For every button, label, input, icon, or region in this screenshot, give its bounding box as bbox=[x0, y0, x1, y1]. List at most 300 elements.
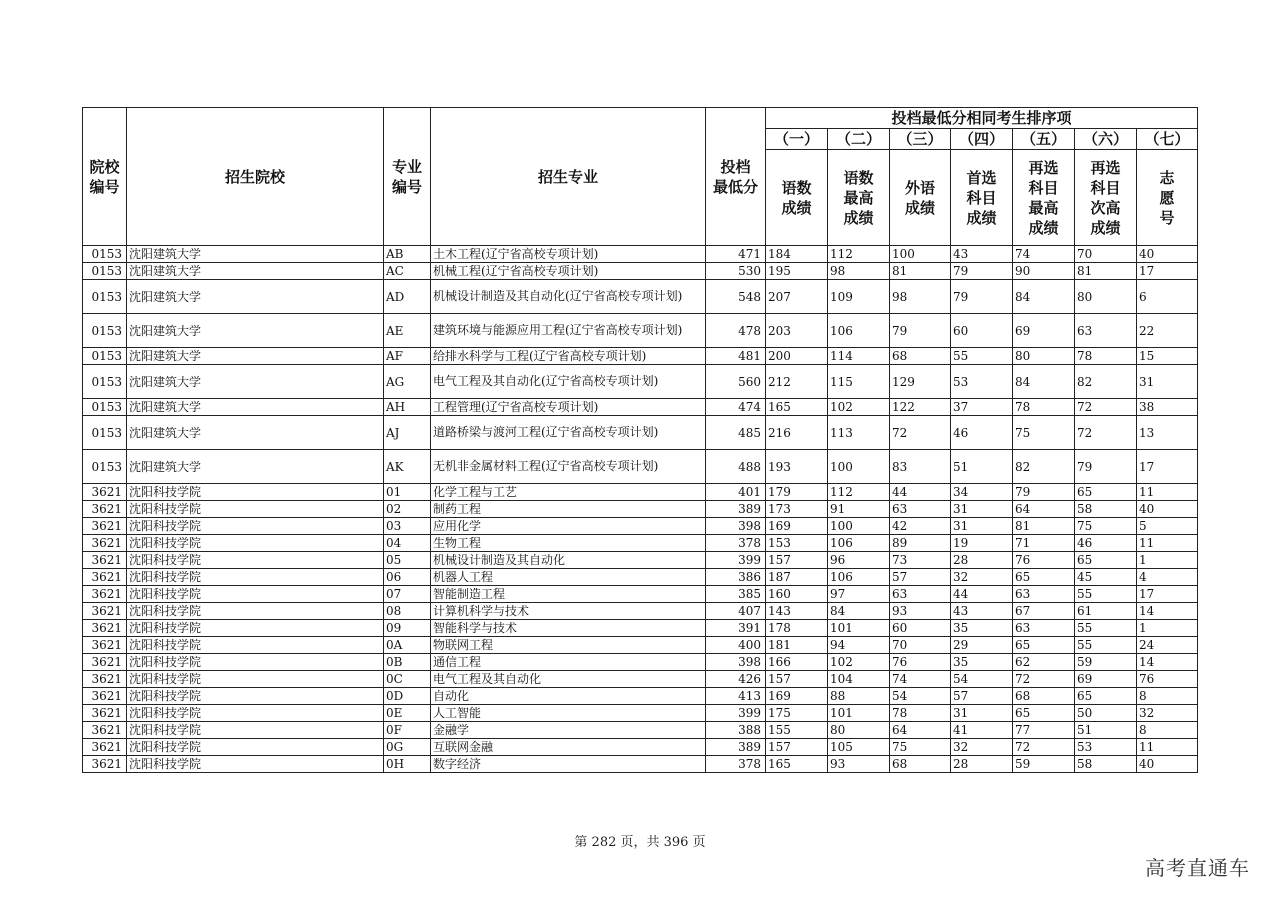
cell-score-7: 17 bbox=[1137, 450, 1198, 484]
table-row bbox=[83, 314, 1198, 348]
cell-score-4: 79 bbox=[951, 280, 1013, 314]
cell-score-3: 44 bbox=[890, 484, 951, 501]
cell-major-code: 0H bbox=[384, 756, 431, 773]
cell-school-code: 0153 bbox=[83, 348, 127, 365]
cell-major-code: 02 bbox=[384, 501, 431, 518]
cell-major-code: AC bbox=[384, 263, 431, 280]
cell-min-score: 399 bbox=[706, 705, 766, 722]
cell-school-name: 沈阳科技学院 bbox=[127, 603, 384, 620]
cell-school-code: 3621 bbox=[83, 518, 127, 535]
cell-score-3: 68 bbox=[890, 348, 951, 365]
cell-school-name: 沈阳科技学院 bbox=[127, 637, 384, 654]
cell-school-name: 沈阳科技学院 bbox=[127, 569, 384, 586]
cell-major-name: 化学工程与工艺 bbox=[431, 484, 706, 501]
cell-major-code: 0E bbox=[384, 705, 431, 722]
cell-score-4: 35 bbox=[951, 620, 1013, 637]
cell-major-code: 06 bbox=[384, 569, 431, 586]
header-major-code: 专业 编号 bbox=[384, 108, 431, 246]
cell-major-name: 应用化学 bbox=[431, 518, 706, 535]
table-row bbox=[83, 450, 1198, 484]
cell-score-2: 106 bbox=[828, 314, 890, 348]
table-row bbox=[83, 688, 1198, 705]
cell-score-7: 11 bbox=[1137, 535, 1198, 552]
cell-score-6: 61 bbox=[1075, 603, 1137, 620]
cell-school-code: 3621 bbox=[83, 739, 127, 756]
cell-major-name: 通信工程 bbox=[431, 654, 706, 671]
cell-major-name: 电气工程及其自动化(辽宁省高校专项计划) bbox=[431, 365, 706, 399]
cell-min-score: 426 bbox=[706, 671, 766, 688]
cell-score-3: 63 bbox=[890, 586, 951, 603]
cell-score-1: 179 bbox=[766, 484, 828, 501]
cell-score-3: 73 bbox=[890, 552, 951, 569]
cell-score-5: 84 bbox=[1013, 365, 1075, 399]
cell-major-code: 07 bbox=[384, 586, 431, 603]
cell-score-6: 65 bbox=[1075, 552, 1137, 569]
cell-score-2: 97 bbox=[828, 586, 890, 603]
cell-major-name: 制药工程 bbox=[431, 501, 706, 518]
cell-major-name: 人工智能 bbox=[431, 705, 706, 722]
cell-school-name: 沈阳科技学院 bbox=[127, 620, 384, 637]
cell-score-5: 65 bbox=[1013, 637, 1075, 654]
cell-score-7: 4 bbox=[1137, 569, 1198, 586]
cell-score-2: 105 bbox=[828, 739, 890, 756]
cell-major-code: AG bbox=[384, 365, 431, 399]
cell-school-name: 沈阳科技学院 bbox=[127, 739, 384, 756]
cell-score-1: 153 bbox=[766, 535, 828, 552]
table-row bbox=[83, 603, 1198, 620]
cell-score-3: 129 bbox=[890, 365, 951, 399]
cell-score-1: 160 bbox=[766, 586, 828, 603]
cell-score-3: 93 bbox=[890, 603, 951, 620]
cell-school-code: 0153 bbox=[83, 263, 127, 280]
cell-score-5: 59 bbox=[1013, 756, 1075, 773]
cell-score-2: 112 bbox=[828, 484, 890, 501]
cell-score-4: 28 bbox=[951, 552, 1013, 569]
cell-score-4: 29 bbox=[951, 637, 1013, 654]
cell-min-score: 478 bbox=[706, 314, 766, 348]
cell-school-name: 沈阳建筑大学 bbox=[127, 416, 384, 450]
cell-score-3: 76 bbox=[890, 654, 951, 671]
cell-score-6: 65 bbox=[1075, 688, 1137, 705]
cell-min-score: 388 bbox=[706, 722, 766, 739]
table-row bbox=[83, 263, 1198, 280]
cell-min-score: 413 bbox=[706, 688, 766, 705]
cell-score-3: 98 bbox=[890, 280, 951, 314]
cell-score-2: 104 bbox=[828, 671, 890, 688]
cell-school-code: 0153 bbox=[83, 365, 127, 399]
table-row bbox=[83, 637, 1198, 654]
cell-score-4: 51 bbox=[951, 450, 1013, 484]
header-rank-label: 语数 最高 成绩 bbox=[828, 150, 890, 246]
cell-score-1: 184 bbox=[766, 246, 828, 263]
cell-score-6: 69 bbox=[1075, 671, 1137, 688]
cell-score-7: 6 bbox=[1137, 280, 1198, 314]
cell-school-code: 3621 bbox=[83, 620, 127, 637]
cell-school-code: 0153 bbox=[83, 246, 127, 263]
cell-score-4: 32 bbox=[951, 569, 1013, 586]
cell-major-code: AF bbox=[384, 348, 431, 365]
cell-major-code: 05 bbox=[384, 552, 431, 569]
cell-score-7: 8 bbox=[1137, 688, 1198, 705]
cell-score-1: 181 bbox=[766, 637, 828, 654]
cell-major-name: 机械工程(辽宁省高校专项计划) bbox=[431, 263, 706, 280]
cell-major-name: 工程管理(辽宁省高校专项计划) bbox=[431, 399, 706, 416]
cell-major-name: 数字经济 bbox=[431, 756, 706, 773]
cell-score-7: 17 bbox=[1137, 586, 1198, 603]
cell-school-name: 沈阳建筑大学 bbox=[127, 314, 384, 348]
cell-score-4: 55 bbox=[951, 348, 1013, 365]
cell-score-7: 14 bbox=[1137, 603, 1198, 620]
header-rank-number: （六） bbox=[1075, 129, 1137, 150]
cell-major-code: 09 bbox=[384, 620, 431, 637]
cell-score-5: 76 bbox=[1013, 552, 1075, 569]
cell-score-5: 67 bbox=[1013, 603, 1075, 620]
cell-score-6: 75 bbox=[1075, 518, 1137, 535]
cell-score-3: 74 bbox=[890, 671, 951, 688]
cell-score-1: 178 bbox=[766, 620, 828, 637]
cell-major-name: 计算机科学与技术 bbox=[431, 603, 706, 620]
cell-score-7: 14 bbox=[1137, 654, 1198, 671]
table-row bbox=[83, 569, 1198, 586]
table-row bbox=[83, 552, 1198, 569]
cell-min-score: 389 bbox=[706, 501, 766, 518]
cell-score-4: 35 bbox=[951, 654, 1013, 671]
cell-major-name: 智能科学与技术 bbox=[431, 620, 706, 637]
cell-score-7: 24 bbox=[1137, 637, 1198, 654]
cell-school-code: 0153 bbox=[83, 314, 127, 348]
cell-min-score: 398 bbox=[706, 654, 766, 671]
cell-score-1: 193 bbox=[766, 450, 828, 484]
cell-major-code: 03 bbox=[384, 518, 431, 535]
cell-score-6: 72 bbox=[1075, 399, 1137, 416]
table-row bbox=[83, 705, 1198, 722]
cell-score-5: 65 bbox=[1013, 569, 1075, 586]
cell-major-code: AB bbox=[384, 246, 431, 263]
cell-score-4: 46 bbox=[951, 416, 1013, 450]
cell-major-code: 0G bbox=[384, 739, 431, 756]
cell-score-1: 157 bbox=[766, 552, 828, 569]
cell-score-3: 83 bbox=[890, 450, 951, 484]
cell-score-6: 63 bbox=[1075, 314, 1137, 348]
cell-score-7: 40 bbox=[1137, 756, 1198, 773]
cell-school-code: 3621 bbox=[83, 671, 127, 688]
cell-major-code: 0B bbox=[384, 654, 431, 671]
header-tiebreak-group: 投档最低分相同考生排序项 bbox=[766, 108, 1198, 129]
cell-score-7: 31 bbox=[1137, 365, 1198, 399]
cell-score-2: 91 bbox=[828, 501, 890, 518]
cell-major-name: 电气工程及其自动化 bbox=[431, 671, 706, 688]
cell-score-5: 72 bbox=[1013, 671, 1075, 688]
cell-major-name: 机械设计制造及其自动化 bbox=[431, 552, 706, 569]
cell-score-2: 101 bbox=[828, 620, 890, 637]
cell-min-score: 386 bbox=[706, 569, 766, 586]
cell-score-6: 58 bbox=[1075, 501, 1137, 518]
cell-score-3: 89 bbox=[890, 535, 951, 552]
cell-score-1: 143 bbox=[766, 603, 828, 620]
cell-major-name: 自动化 bbox=[431, 688, 706, 705]
header-rank-number: （四） bbox=[951, 129, 1013, 150]
cell-score-2: 102 bbox=[828, 654, 890, 671]
cell-school-code: 3621 bbox=[83, 569, 127, 586]
cell-score-5: 77 bbox=[1013, 722, 1075, 739]
cell-major-code: 01 bbox=[384, 484, 431, 501]
cell-major-code: AK bbox=[384, 450, 431, 484]
admission-score-table bbox=[82, 107, 1198, 773]
cell-score-2: 113 bbox=[828, 416, 890, 450]
cell-score-5: 78 bbox=[1013, 399, 1075, 416]
cell-score-1: 195 bbox=[766, 263, 828, 280]
cell-score-6: 72 bbox=[1075, 416, 1137, 450]
cell-major-name: 建筑环境与能源应用工程(辽宁省高校专项计划) bbox=[431, 314, 706, 348]
cell-score-5: 62 bbox=[1013, 654, 1075, 671]
cell-score-4: 79 bbox=[951, 263, 1013, 280]
cell-score-1: 165 bbox=[766, 756, 828, 773]
table-row bbox=[83, 654, 1198, 671]
table-row bbox=[83, 671, 1198, 688]
table-row bbox=[83, 246, 1198, 263]
cell-min-score: 485 bbox=[706, 416, 766, 450]
cell-major-code: 0F bbox=[384, 722, 431, 739]
cell-major-name: 机器人工程 bbox=[431, 569, 706, 586]
table-row bbox=[83, 518, 1198, 535]
cell-major-name: 土木工程(辽宁省高校专项计划) bbox=[431, 246, 706, 263]
cell-score-6: 82 bbox=[1075, 365, 1137, 399]
cell-score-7: 22 bbox=[1137, 314, 1198, 348]
cell-score-5: 80 bbox=[1013, 348, 1075, 365]
cell-school-name: 沈阳科技学院 bbox=[127, 671, 384, 688]
cell-score-7: 40 bbox=[1137, 501, 1198, 518]
cell-score-4: 31 bbox=[951, 518, 1013, 535]
cell-score-4: 34 bbox=[951, 484, 1013, 501]
cell-score-7: 8 bbox=[1137, 722, 1198, 739]
cell-school-code: 3621 bbox=[83, 637, 127, 654]
cell-score-5: 72 bbox=[1013, 739, 1075, 756]
cell-major-code: AJ bbox=[384, 416, 431, 450]
cell-score-5: 71 bbox=[1013, 535, 1075, 552]
cell-min-score: 399 bbox=[706, 552, 766, 569]
cell-score-2: 100 bbox=[828, 518, 890, 535]
cell-major-name: 生物工程 bbox=[431, 535, 706, 552]
cell-score-4: 31 bbox=[951, 501, 1013, 518]
cell-score-6: 53 bbox=[1075, 739, 1137, 756]
cell-score-6: 55 bbox=[1075, 637, 1137, 654]
cell-school-name: 沈阳科技学院 bbox=[127, 518, 384, 535]
cell-score-1: 165 bbox=[766, 399, 828, 416]
cell-major-code: 04 bbox=[384, 535, 431, 552]
cell-score-4: 19 bbox=[951, 535, 1013, 552]
cell-school-code: 3621 bbox=[83, 552, 127, 569]
cell-min-score: 407 bbox=[706, 603, 766, 620]
cell-school-name: 沈阳科技学院 bbox=[127, 722, 384, 739]
cell-major-code: 0C bbox=[384, 671, 431, 688]
cell-score-4: 32 bbox=[951, 739, 1013, 756]
cell-score-2: 102 bbox=[828, 399, 890, 416]
cell-score-6: 45 bbox=[1075, 569, 1137, 586]
cell-min-score: 385 bbox=[706, 586, 766, 603]
cell-major-name: 互联网金融 bbox=[431, 739, 706, 756]
cell-school-name: 沈阳科技学院 bbox=[127, 535, 384, 552]
header-rank-label: 志 愿 号 bbox=[1137, 150, 1198, 246]
header-rank-label: 外语 成绩 bbox=[890, 150, 951, 246]
cell-score-7: 76 bbox=[1137, 671, 1198, 688]
cell-score-3: 68 bbox=[890, 756, 951, 773]
cell-score-2: 115 bbox=[828, 365, 890, 399]
cell-score-2: 94 bbox=[828, 637, 890, 654]
cell-score-6: 51 bbox=[1075, 722, 1137, 739]
cell-score-4: 37 bbox=[951, 399, 1013, 416]
cell-score-3: 54 bbox=[890, 688, 951, 705]
header-rank-label: 首选 科目 成绩 bbox=[951, 150, 1013, 246]
cell-score-4: 28 bbox=[951, 756, 1013, 773]
cell-score-2: 109 bbox=[828, 280, 890, 314]
cell-school-code: 3621 bbox=[83, 586, 127, 603]
cell-score-6: 59 bbox=[1075, 654, 1137, 671]
cell-score-3: 72 bbox=[890, 416, 951, 450]
cell-school-code: 3621 bbox=[83, 722, 127, 739]
cell-score-4: 54 bbox=[951, 671, 1013, 688]
cell-score-1: 175 bbox=[766, 705, 828, 722]
cell-min-score: 389 bbox=[706, 739, 766, 756]
cell-score-5: 74 bbox=[1013, 246, 1075, 263]
table-row bbox=[83, 416, 1198, 450]
cell-major-name: 物联网工程 bbox=[431, 637, 706, 654]
cell-score-2: 88 bbox=[828, 688, 890, 705]
cell-score-5: 79 bbox=[1013, 484, 1075, 501]
cell-score-7: 11 bbox=[1137, 484, 1198, 501]
cell-school-name: 沈阳建筑大学 bbox=[127, 399, 384, 416]
watermark: 高考直通车 bbox=[1145, 856, 1250, 880]
table-row bbox=[83, 586, 1198, 603]
cell-score-3: 63 bbox=[890, 501, 951, 518]
cell-score-6: 55 bbox=[1075, 586, 1137, 603]
header-rank-number: （五） bbox=[1013, 129, 1075, 150]
cell-school-code: 3621 bbox=[83, 705, 127, 722]
cell-score-1: 157 bbox=[766, 739, 828, 756]
cell-score-4: 60 bbox=[951, 314, 1013, 348]
cell-score-1: 157 bbox=[766, 671, 828, 688]
cell-score-1: 173 bbox=[766, 501, 828, 518]
cell-score-6: 58 bbox=[1075, 756, 1137, 773]
cell-score-4: 57 bbox=[951, 688, 1013, 705]
cell-score-3: 42 bbox=[890, 518, 951, 535]
cell-major-code: AH bbox=[384, 399, 431, 416]
cell-min-score: 560 bbox=[706, 365, 766, 399]
cell-score-6: 50 bbox=[1075, 705, 1137, 722]
cell-score-4: 43 bbox=[951, 246, 1013, 263]
cell-school-code: 3621 bbox=[83, 501, 127, 518]
cell-score-7: 15 bbox=[1137, 348, 1198, 365]
cell-score-4: 41 bbox=[951, 722, 1013, 739]
cell-school-code: 0153 bbox=[83, 280, 127, 314]
table-row bbox=[83, 535, 1198, 552]
cell-score-6: 70 bbox=[1075, 246, 1137, 263]
cell-min-score: 378 bbox=[706, 756, 766, 773]
header-rank-number: （七） bbox=[1137, 129, 1198, 150]
cell-score-5: 75 bbox=[1013, 416, 1075, 450]
table-row bbox=[83, 484, 1198, 501]
cell-min-score: 474 bbox=[706, 399, 766, 416]
cell-min-score: 530 bbox=[706, 263, 766, 280]
cell-major-name: 机械设计制造及其自动化(辽宁省高校专项计划) bbox=[431, 280, 706, 314]
table-row bbox=[83, 501, 1198, 518]
cell-score-1: 155 bbox=[766, 722, 828, 739]
cell-min-score: 391 bbox=[706, 620, 766, 637]
cell-school-name: 沈阳建筑大学 bbox=[127, 263, 384, 280]
cell-score-1: 166 bbox=[766, 654, 828, 671]
cell-score-5: 81 bbox=[1013, 518, 1075, 535]
cell-school-code: 3621 bbox=[83, 603, 127, 620]
cell-score-1: 216 bbox=[766, 416, 828, 450]
cell-score-5: 84 bbox=[1013, 280, 1075, 314]
cell-school-code: 3621 bbox=[83, 756, 127, 773]
cell-score-2: 93 bbox=[828, 756, 890, 773]
cell-score-5: 65 bbox=[1013, 705, 1075, 722]
cell-score-4: 31 bbox=[951, 705, 1013, 722]
cell-major-name: 给排水科学与工程(辽宁省高校专项计划) bbox=[431, 348, 706, 365]
cell-score-5: 69 bbox=[1013, 314, 1075, 348]
cell-major-code: 08 bbox=[384, 603, 431, 620]
cell-major-code: 0A bbox=[384, 637, 431, 654]
cell-school-name: 沈阳建筑大学 bbox=[127, 450, 384, 484]
cell-score-5: 63 bbox=[1013, 586, 1075, 603]
table-row bbox=[83, 756, 1198, 773]
cell-score-6: 78 bbox=[1075, 348, 1137, 365]
cell-min-score: 471 bbox=[706, 246, 766, 263]
header-major-name: 招生专业 bbox=[431, 108, 706, 246]
cell-score-6: 79 bbox=[1075, 450, 1137, 484]
cell-score-3: 100 bbox=[890, 246, 951, 263]
cell-score-7: 40 bbox=[1137, 246, 1198, 263]
cell-school-code: 0153 bbox=[83, 416, 127, 450]
cell-score-1: 212 bbox=[766, 365, 828, 399]
cell-score-2: 101 bbox=[828, 705, 890, 722]
cell-score-7: 1 bbox=[1137, 552, 1198, 569]
cell-score-3: 122 bbox=[890, 399, 951, 416]
cell-school-name: 沈阳建筑大学 bbox=[127, 280, 384, 314]
cell-score-7: 1 bbox=[1137, 620, 1198, 637]
cell-major-code: 0D bbox=[384, 688, 431, 705]
table-row bbox=[83, 280, 1198, 314]
cell-score-3: 64 bbox=[890, 722, 951, 739]
table-row bbox=[83, 365, 1198, 399]
table-row bbox=[83, 739, 1198, 756]
cell-score-3: 78 bbox=[890, 705, 951, 722]
cell-score-1: 200 bbox=[766, 348, 828, 365]
header-school-name: 招生院校 bbox=[127, 108, 384, 246]
cell-score-3: 79 bbox=[890, 314, 951, 348]
cell-score-6: 80 bbox=[1075, 280, 1137, 314]
cell-min-score: 400 bbox=[706, 637, 766, 654]
cell-school-name: 沈阳建筑大学 bbox=[127, 365, 384, 399]
cell-school-code: 3621 bbox=[83, 654, 127, 671]
cell-score-4: 43 bbox=[951, 603, 1013, 620]
cell-score-3: 75 bbox=[890, 739, 951, 756]
cell-score-5: 82 bbox=[1013, 450, 1075, 484]
table-row bbox=[83, 399, 1198, 416]
page-footer: 第 282 页，共 396 页 bbox=[574, 835, 706, 850]
cell-school-name: 沈阳科技学院 bbox=[127, 688, 384, 705]
cell-score-3: 70 bbox=[890, 637, 951, 654]
cell-score-6: 55 bbox=[1075, 620, 1137, 637]
cell-score-2: 96 bbox=[828, 552, 890, 569]
cell-school-code: 3621 bbox=[83, 535, 127, 552]
cell-min-score: 548 bbox=[706, 280, 766, 314]
cell-score-4: 44 bbox=[951, 586, 1013, 603]
cell-school-name: 沈阳科技学院 bbox=[127, 484, 384, 501]
cell-major-code: AD bbox=[384, 280, 431, 314]
cell-score-5: 63 bbox=[1013, 620, 1075, 637]
cell-score-2: 112 bbox=[828, 246, 890, 263]
